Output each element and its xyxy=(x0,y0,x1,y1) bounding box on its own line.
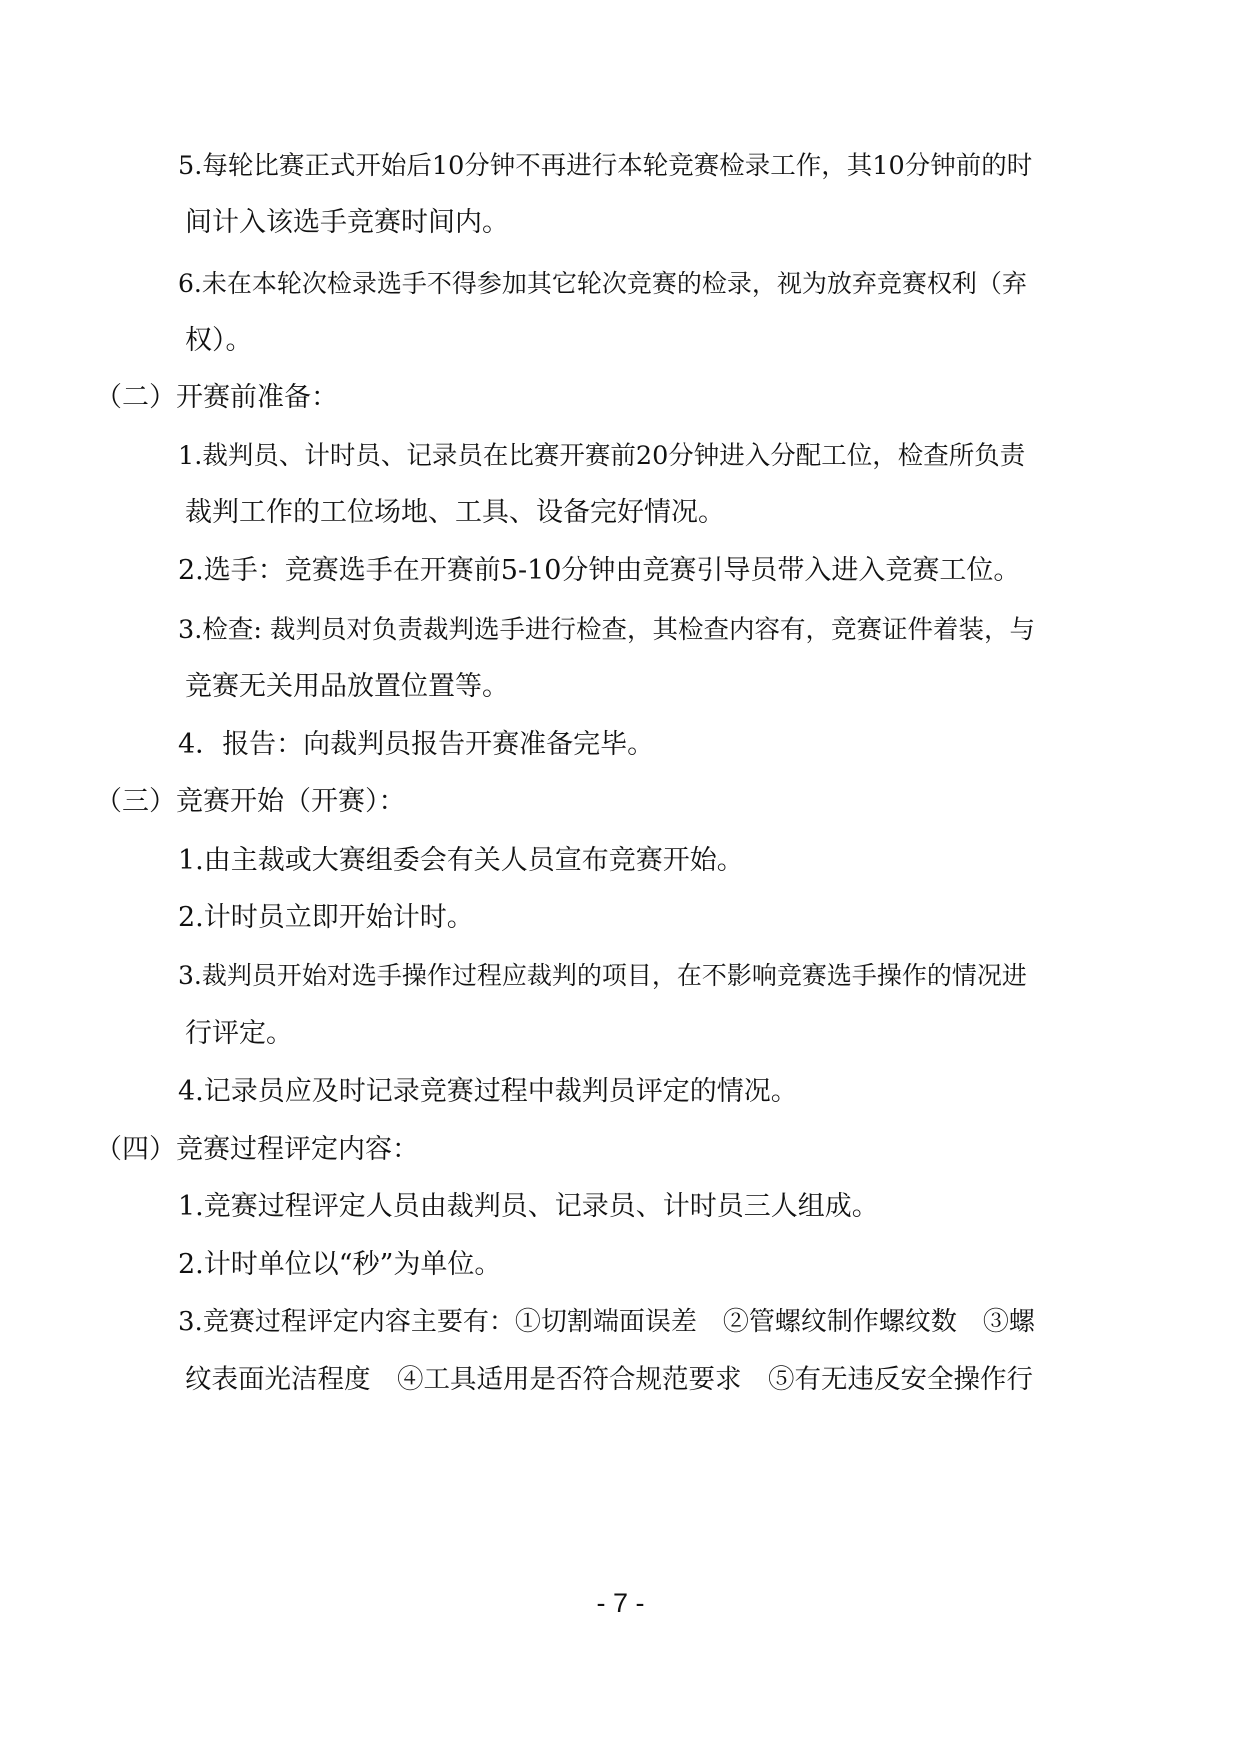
item-text: 报告：向裁判员报告开赛准备完毕。 xyxy=(222,729,655,760)
item-number: 4. xyxy=(178,1076,204,1107)
list-item xyxy=(178,1304,1035,1340)
item-number: 2. xyxy=(178,555,204,586)
list-item xyxy=(178,266,1027,302)
item-number: 2. xyxy=(178,1249,204,1280)
section-heading: （四）竞赛过程评定内容： xyxy=(95,1134,419,1165)
list-item-continuation: 纹表面光洁程度 ④工具适用是否符合规范要求 ⑤有无违反安全操作行 xyxy=(185,1364,1033,1395)
list-item xyxy=(178,958,1027,994)
item-number: 4． xyxy=(178,729,223,760)
list-item xyxy=(178,1074,798,1110)
page-number: - 7 - xyxy=(596,1588,645,1618)
item-text: 竞赛过程评定内容主要有：①切割端面误差 ②管螺纹制作螺纹数 ③螺 xyxy=(202,1307,1035,1337)
list-item xyxy=(178,1189,879,1225)
list-item-continuation: 裁判工作的工位场地、工具、设备完好情况。 xyxy=(185,497,725,528)
item-text: 选手：竞赛选手在开赛前5-10分钟由竞赛引导员带入进入竞赛工位。 xyxy=(203,555,1021,586)
item-number: 2. xyxy=(178,902,204,933)
item-text: 计时员立即开始计时。 xyxy=(203,902,474,933)
item-number: 3. xyxy=(178,961,202,990)
item-number: 1. xyxy=(178,441,203,471)
item-text: 竞赛过程评定人员由裁判员、记录员、计时员三人组成。 xyxy=(203,1191,879,1222)
item-number: 1. xyxy=(178,1191,204,1222)
list-item xyxy=(178,843,744,879)
item-number: 5. xyxy=(178,151,203,181)
item-number: 3. xyxy=(178,1307,203,1337)
item-text: 裁判员开始对选手操作过程应裁判的项目，在不影响竞赛选手操作的情况进 xyxy=(201,961,1027,990)
list-item xyxy=(178,438,1025,474)
list-item xyxy=(178,727,654,763)
item-text: 计时单位以“秒”为单位。 xyxy=(203,1249,502,1280)
item-text: 由主裁或大赛组委会有关人员宣布竞赛开始。 xyxy=(203,845,744,876)
item-text: 未在本轮次检录选手不得参加其它轮次竞赛的检录，视为放弃竞赛权利（弃 xyxy=(201,269,1027,298)
list-item-continuation: 竞赛无关用品放置位置等。 xyxy=(185,671,509,702)
section-heading: （二）开赛前准备： xyxy=(95,382,338,413)
item-text: 裁判员、计时员、记录员在比赛开赛前20分钟进入分配工位，检查所负责 xyxy=(202,441,1026,471)
item-text: 检查: 裁判员对负责裁判选手进行检查，其检查内容有，竞赛证件着装，与 xyxy=(202,615,1036,645)
list-item xyxy=(178,553,1020,589)
section-heading: （三）竞赛开始（开赛）： xyxy=(95,786,406,817)
list-item xyxy=(178,1247,501,1283)
list-item xyxy=(178,148,1032,184)
list-item xyxy=(178,900,474,936)
list-item-continuation: 权）。 xyxy=(185,325,253,356)
item-number: 1. xyxy=(178,845,204,876)
item-text: 记录员应及时记录竞赛过程中裁判员评定的情况。 xyxy=(203,1076,798,1107)
list-item xyxy=(178,612,1035,648)
list-item-continuation: 行评定。 xyxy=(185,1018,293,1049)
list-item-continuation: 间计入该选手竞赛时间内。 xyxy=(185,207,509,238)
item-number: 6. xyxy=(178,269,202,298)
item-text: 每轮比赛正式开始后10分钟不再进行本轮竞赛检录工作，其10分钟前的时 xyxy=(202,151,1033,181)
item-number: 3. xyxy=(178,615,203,645)
